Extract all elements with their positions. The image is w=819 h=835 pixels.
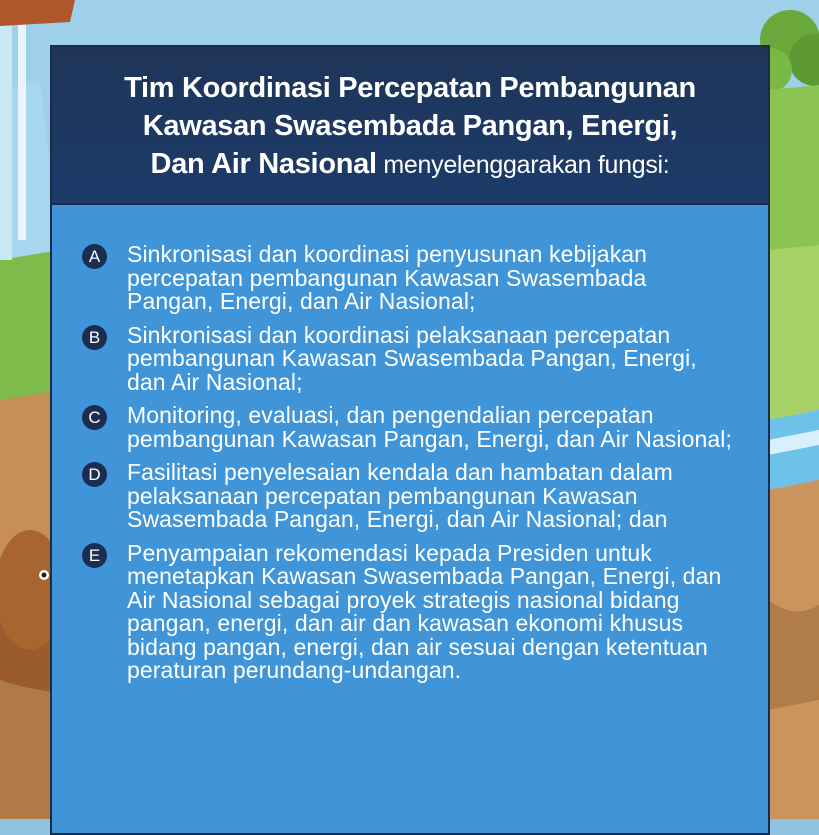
list-item-text-b: Sinkronisasi dan koordinasi pelaksanaan percepatan pembangunan Kawasan Swasembada Pangan, Energi, dan Air Nasional;: [127, 321, 697, 395]
title-line-2: Kawasan Swasembada Pangan, Energi,: [142, 110, 678, 142]
list-item-a: [82, 243, 748, 314]
card-header: [52, 47, 768, 205]
letter-badge-a: A: [82, 244, 107, 269]
title-line-3-tail: menyelenggarakan fungsi:: [376, 151, 670, 179]
title-line-3: [52, 145, 768, 184]
list-item-b: [82, 321, 748, 395]
list-item-e: [82, 539, 748, 683]
letter-badge-c: C: [82, 405, 107, 430]
letter-badge-d: D: [82, 462, 107, 487]
list-item-text-d: Fasilitasi penyelesaian kendala dan hambatan dalam pelaksanaan percepatan pembangunan Kawasan Swasembada Pangan, Energi, dan Air Nasional; dan: [127, 459, 673, 532]
letter-badge-e: E: [82, 543, 107, 568]
list-item-text-c: Monitoring, evaluasi, dan pengendalian percepatan pembangunan Kawasan Pangan, Energi, dan Air Nasional;: [127, 402, 732, 452]
list-item-d: [82, 461, 748, 532]
list-item-text-e: Penyampaian rekomendasi kepada Presiden untuk menetapkan Kawasan Swasembada Pangan, Energi, dan Air Nasional sebagai proyek strategis nasional bidang pangan, energi, dan air dan kawasan ekonomi khusus bidang pangan, energi, dan air sesuai dengan ketentuan peraturan perundang-undangan.: [127, 539, 722, 683]
function-list: [52, 205, 768, 683]
title-line-1: Tim Koordinasi Percepatan Pembangunan: [124, 72, 696, 104]
list-item-text-a: Sinkronisasi dan koordinasi penyusunan kebijakan percepatan pembangunan Kawasan Swasembada Pangan, Energi, dan Air Nasional;: [127, 241, 648, 314]
letter-badge-b: B: [82, 325, 107, 350]
list-item-c: [82, 404, 748, 451]
info-card: [50, 45, 770, 835]
title-line-3-bold: Dan Air Nasional: [150, 148, 377, 180]
